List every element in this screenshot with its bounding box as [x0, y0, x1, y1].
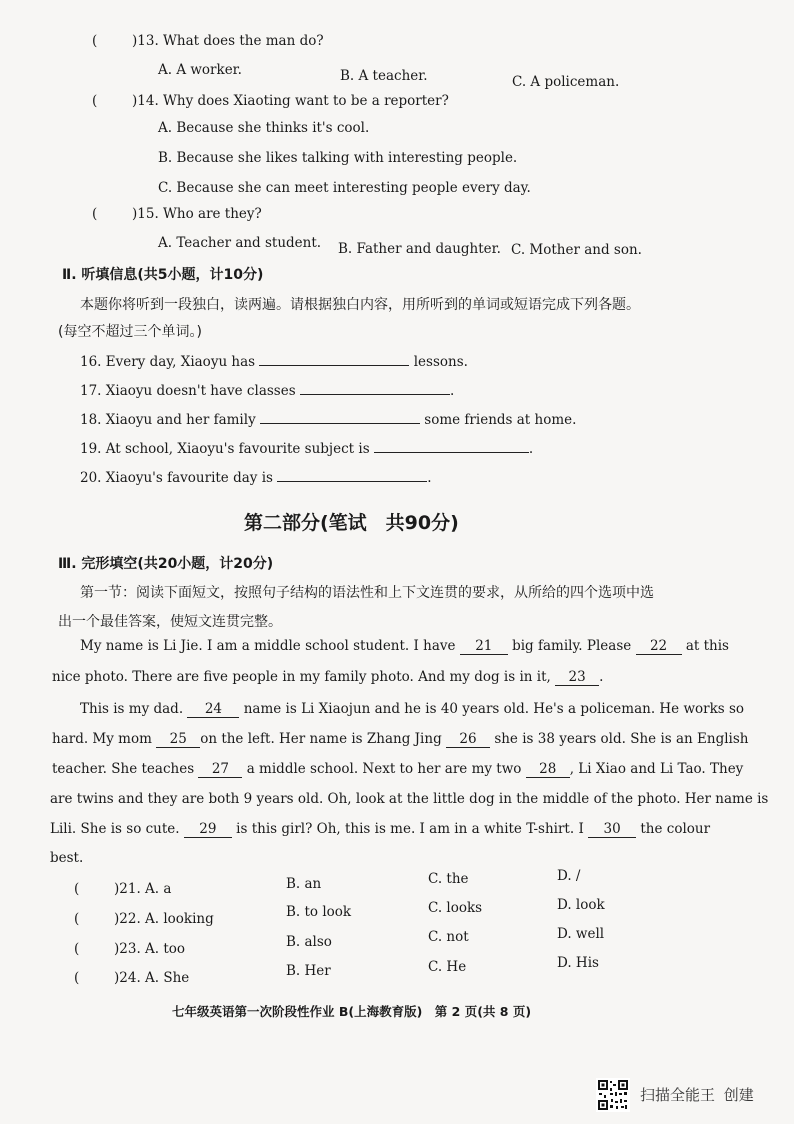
passage-text: on the left. Her name is Zhang Jing — [200, 731, 442, 747]
passage-line — [50, 793, 768, 807]
passage-text: name is Li Xiaojun and he is 40 years old. He's a policeman. He works so — [243, 701, 745, 717]
mc-question-22: ( )22. A. looking — [74, 911, 214, 927]
scanner-watermark — [640, 1084, 754, 1105]
mc-option-c: C. looks — [428, 900, 483, 916]
qr-code-icon — [596, 1078, 630, 1112]
passage-text: nice photo. There are five people in my family photo. And my dog is in it, — [52, 669, 551, 685]
option-b: B. Because she likes talking with interesting people. — [158, 150, 518, 166]
fill-item-19 — [80, 438, 533, 457]
passage-text: at this — [685, 638, 729, 654]
blank-21: 21 — [460, 640, 508, 655]
blank-22: 22 — [636, 640, 682, 655]
passage-line — [52, 671, 603, 686]
answer-blank[interactable] — [277, 467, 427, 482]
page-footer: 七年级英语第一次阶段性作业 B(上海教育版) 第 2 页(共 8 页) — [172, 1004, 532, 1019]
blank-24: 24 — [187, 703, 239, 718]
mc-stem: )21. A. a — [114, 881, 172, 897]
item-text: some friends at home. — [424, 412, 577, 428]
option-b: B. Father and daughter. — [338, 241, 501, 257]
question-text: )14. Why does Xiaoting want to be a reporter? — [132, 93, 449, 109]
mc-stem: )24. A. She — [114, 970, 190, 986]
passage-text: is this girl? Oh, this is me. I am in a white T-shirt. I — [236, 821, 584, 837]
scanner-action: 创建 — [723, 1086, 754, 1104]
mc-option-d: D. look — [557, 897, 605, 913]
blank-29: 29 — [184, 823, 232, 838]
question-14: ( )14. Why does Xiaoting want to be a reporter? — [92, 93, 449, 109]
passage-text: big family. Please — [512, 638, 632, 654]
passage-text: best. — [50, 850, 84, 866]
item-text: 16. Every day, Xiaoyu has — [80, 354, 256, 370]
passage-text: are twins and they are both 9 years old. Oh, look at the little dog in the middle of the photo. Her name is — [50, 791, 769, 807]
answer-blank[interactable] — [300, 380, 450, 395]
fill-item-16 — [80, 351, 468, 370]
item-text: lessons. — [413, 354, 468, 370]
mc-option-b: B. to look — [286, 904, 352, 920]
passage-line — [50, 823, 710, 838]
item-text: 17. Xiaoyu doesn't have classes — [80, 383, 296, 399]
part-2-title: 第二部分(笔试 共90分) — [244, 512, 459, 534]
section-3-title: Ⅲ. 完形填空(共20小题，计20分) — [58, 556, 274, 572]
option-a: A. A worker. — [158, 62, 242, 78]
blank-30: 30 — [588, 823, 636, 838]
mc-option-c: C. the — [428, 871, 469, 887]
section-3-instruction-cont: 出一个最佳答案，使短文连贯完整。 — [58, 614, 282, 630]
section-2-instruction: 本题你将听到一段独白，读两遍。请根据独白内容，用所听到的单词或短语完成下列各题。 — [80, 297, 640, 313]
item-text: . — [449, 383, 455, 399]
item-text: . — [427, 470, 432, 486]
mc-option-b: B. also — [286, 934, 332, 950]
section-2-title: Ⅱ. 听填信息(共5小题，计10分) — [62, 267, 264, 283]
answer-blank[interactable] — [260, 409, 420, 424]
answer-blank[interactable] — [259, 351, 409, 366]
blank-23: 23 — [555, 671, 599, 686]
passage-text: Lili. She is so cute. — [50, 821, 180, 837]
mc-question-24: ( )24. A. She — [74, 970, 190, 986]
blank-28: 28 — [526, 763, 570, 778]
mc-question-21: ( )21. A. a — [74, 881, 172, 897]
answer-blank[interactable] — [374, 438, 529, 453]
passage-text: she is 38 years old. She is an English — [494, 731, 749, 747]
mc-option-d: D. His — [557, 955, 599, 971]
passage-text: My name is Li Jie. I am a middle school student. I have — [80, 638, 456, 654]
mc-stem: )22. A. looking — [114, 911, 214, 927]
passage-line — [52, 733, 748, 748]
mc-option-b: B. an — [286, 876, 322, 892]
mc-option-b: B. Her — [286, 963, 331, 979]
option-c: C. Mother and son. — [511, 242, 642, 258]
mc-option-d: D. / — [557, 868, 581, 884]
passage-line — [50, 852, 83, 866]
fill-item-20 — [80, 467, 432, 486]
fill-item-18 — [80, 409, 576, 428]
blank-26: 26 — [446, 733, 490, 748]
mc-option-c: C. He — [428, 959, 467, 975]
option-a: A. Teacher and student. — [158, 235, 322, 251]
section-3-instruction: 第一节：阅读下面短文，按照句子结构的语法性和上下文连贯的要求，从所给的四个选项中选 — [80, 585, 654, 601]
option-c: C. A policeman. — [512, 74, 620, 90]
passage-line — [52, 763, 743, 778]
option-a: A. Because she thinks it's cool. — [158, 120, 370, 136]
passage-text: This is my dad. — [80, 701, 184, 717]
passage-text: . — [599, 669, 604, 685]
item-text: 20. Xiaoyu's favourite day is — [80, 470, 273, 486]
question-13: ( )13. What does the man do? — [92, 33, 324, 49]
passage-line — [80, 640, 729, 655]
question-text: )15. Who are they? — [132, 206, 262, 222]
passage-text: , Li Xiao and Li Tao. They — [569, 761, 744, 777]
question-15: ( )15. Who are they? — [92, 206, 262, 222]
fill-item-17 — [80, 380, 454, 399]
passage-line — [80, 703, 744, 718]
scanner-brand: 扫描全能王 — [640, 1086, 716, 1104]
item-text: 19. At school, Xiaoyu's favourite subject is — [80, 441, 370, 457]
mc-question-23: ( )23. A. too — [74, 941, 186, 957]
option-c: C. Because she can meet interesting people every day. — [158, 180, 531, 196]
passage-text: a middle school. Next to her are my two — [246, 761, 522, 777]
blank-27: 27 — [198, 763, 242, 778]
section-2-note: (每空不超过三个单词。) — [58, 324, 202, 340]
item-text: 18. Xiaoyu and her family — [80, 412, 256, 428]
mc-option-c: C. not — [428, 929, 469, 945]
mc-option-d: D. well — [557, 926, 605, 942]
passage-text: the colour — [640, 821, 711, 837]
blank-25: 25 — [156, 733, 200, 748]
passage-text: hard. My mom — [52, 731, 152, 747]
question-text: )13. What does the man do? — [132, 33, 324, 49]
option-b: B. A teacher. — [340, 68, 428, 84]
mc-stem: )23. A. too — [114, 941, 186, 957]
item-text: . — [528, 441, 534, 457]
passage-text: teacher. She teaches — [52, 761, 195, 777]
